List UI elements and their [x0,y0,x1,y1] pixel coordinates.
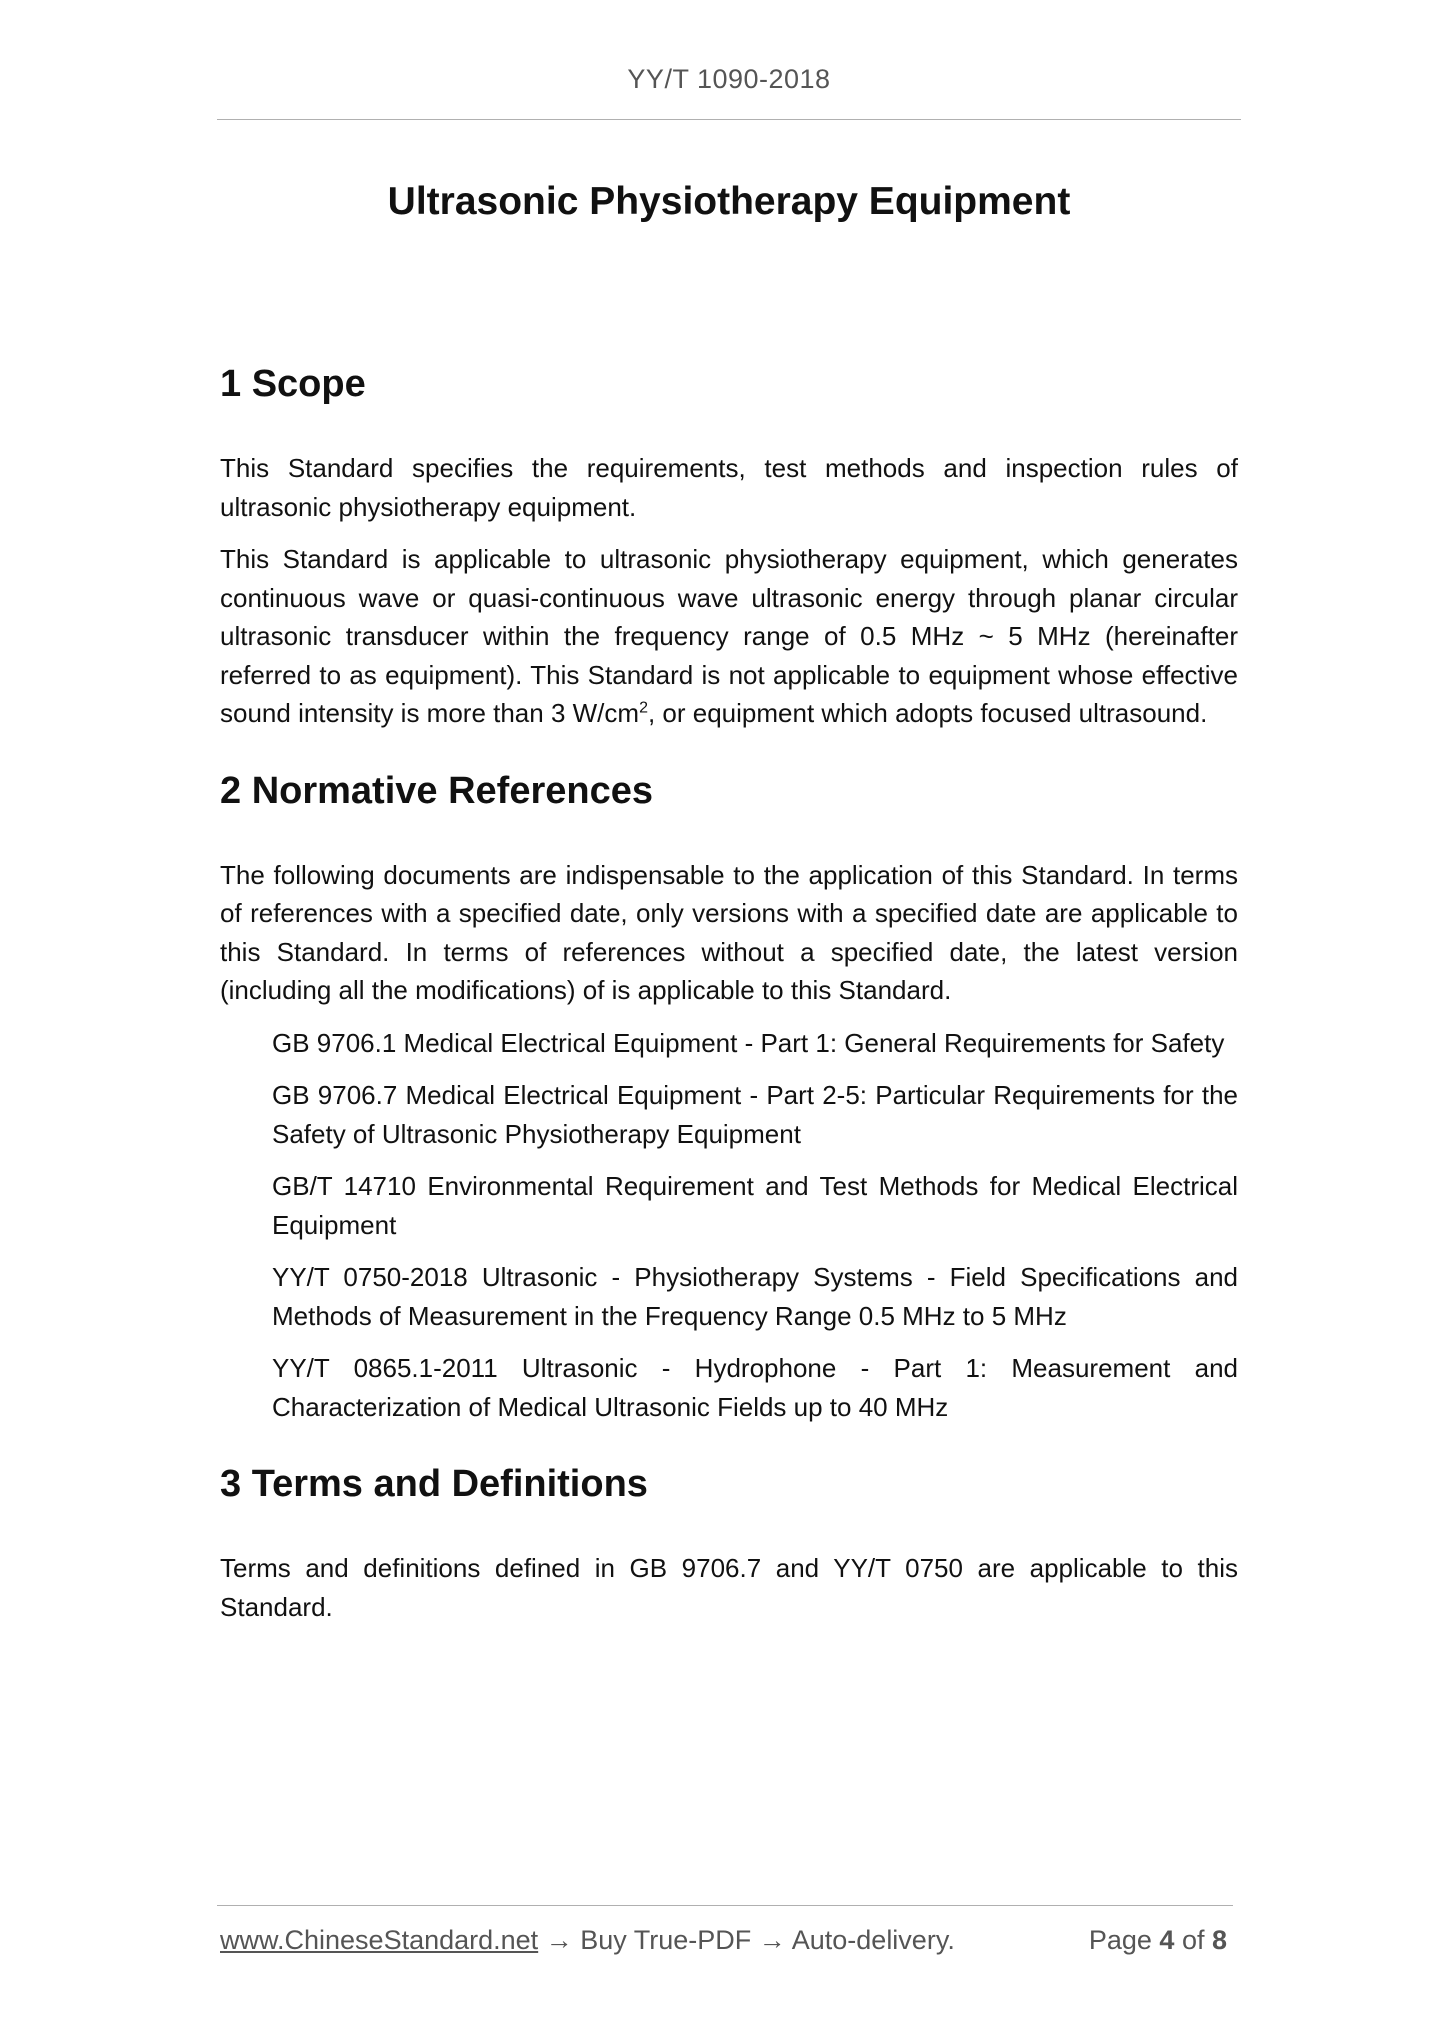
reference-item: YY/T 0750-2018 Ultrasonic - Physiotherapy Systems - Field Specifications and Methods of Measurement in the Frequency Range 0.5 MHz to 5 MHz [272,1262,1238,1331]
document-body [220,360,1238,1626]
normative-intro-paragraph: The following documents are indispensable to the application of this Standard. In terms of references with a specified date, only versions with a specified date are applicable to this Standard. In terms of references without a specified date, the latest version (including all the modifications) of is applicable to this Standard. [220,859,1238,1005]
section-heading-normative-references: 2 Normative References [220,769,653,812]
page-label: Page [1088,1925,1160,1955]
terms-paragraph: Terms and definitions defined in GB 9706.7 and YY/T 0750 are applicable to this Standard. [220,1553,1238,1622]
header-divider [217,119,1241,120]
page-current: 4 [1159,1925,1175,1955]
superscript-2: 2 [639,699,648,717]
page-total: 8 [1211,1925,1227,1955]
reference-item: YY/T 0865.1-2011 Ultrasonic - Hydrophone - Part 1: Measurement and Characterization of Medical Ultrasonic Fields up to 40 MHz [272,1353,1238,1422]
page-of: of [1174,1925,1212,1955]
footer-divider [217,1905,1233,1906]
reference-item: GB 9706.1 Medical Electrical Equipment - Part 1: General Requirements for Safety [272,1027,1225,1058]
scope-paragraph-2-tail: , or equipment which adopts focused ultrasound. [647,698,1208,728]
scope-paragraph-1: This Standard specifies the requirements, test methods and inspection rules of ultrasonic physiotherapy equipment. [220,453,1238,522]
section-heading-terms-definitions: 3 Terms and Definitions [220,1463,648,1505]
reference-item: GB 9706.7 Medical Electrical Equipment - Part 2-5: Particular Requirements for the Safety of Ultrasonic Physiotherapy Equipment [272,1080,1238,1149]
reference-item: GB/T 14710 Environmental Requirement and Test Methods for Medical Electrical Equipment [272,1171,1238,1240]
document-title: Ultrasonic Physiotherapy Equipment [387,180,1071,223]
page-header-doc-code: YY/T 1090-2018 [627,64,831,94]
footer-promo-text: → Buy True-PDF → Auto-delivery. [538,1925,955,1955]
section-heading-scope: 1 Scope [220,363,366,405]
footer-promo [220,1925,955,1956]
page-number [1089,1925,1227,1956]
scope-paragraph-2-text: This Standard is applicable to ultrasonic physiotherapy equipment, which generates continuous wave or quasi-continuous wave ultrasonic energy through planar circular ultrasonic transducer within the frequency range of 0.5 MHz ~ 5 MHz (hereinafter referred to as equipment). This Standard is not applicable to equipment whose effective sound intensity is more than 3 W/cm [220,544,1238,728]
scope-paragraph-2 [220,540,1238,733]
chinesestandard-link[interactable]: www.ChineseStandard.net [220,1925,539,1955]
